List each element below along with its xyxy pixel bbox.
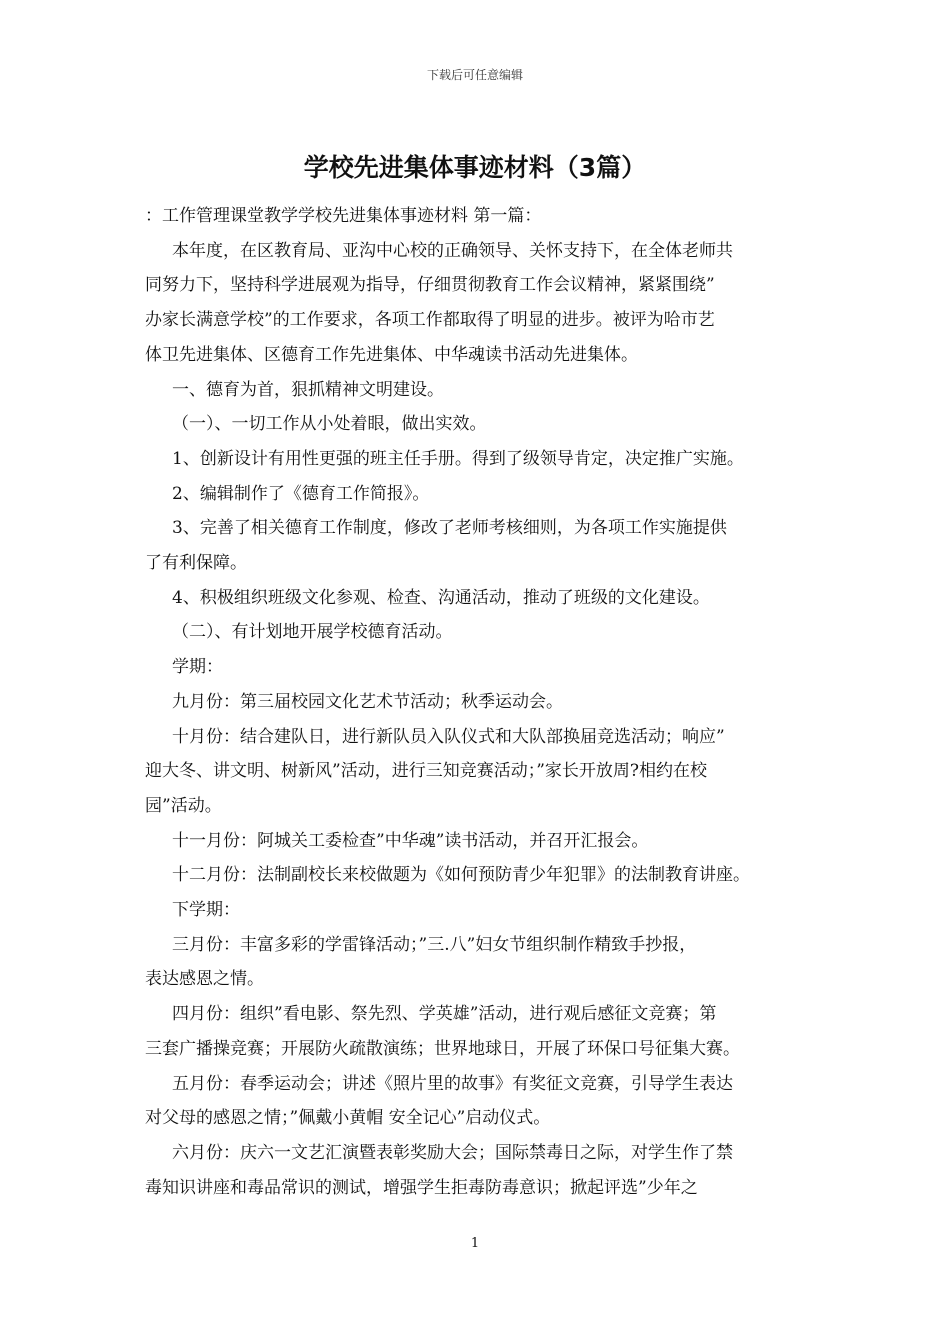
body-line: 办家长满意学校”的工作要求，各项工作都取得了明显的进步。被评为哈市艺 [145,310,715,331]
body-line: 迎大冬、讲文明、树新风”活动，进行三知竞赛活动；”家长开放周?相约在校 [145,761,707,782]
body-line: 九月份：第三届校园文化艺术节活动；秋季运动会。 [172,691,563,712]
body-line: 三套广播操竞赛；开展防火疏散演练；世界地球日，开展了环保口号征集大赛。 [145,1038,740,1059]
body-line: 2、编辑制作了《德育工作简报》。 [172,483,430,504]
body-line: 本年度，在区教育局、亚沟中心校的正确领导、关怀支持下，在全体老师共 [172,240,733,261]
body-line: 三月份：丰富多彩的学雷锋活动；”三.八”妇女节组织制作精致手抄报， [172,934,697,955]
header-note: 下载后可任意编辑 [426,68,523,82]
body-line: 表达感恩之情。 [145,969,264,990]
body-line: 六月份：庆六一文艺汇演暨表彰奖励大会；国际禁毒日之际，对学生作了禁 [172,1142,733,1163]
body-line: （二）、有计划地开展学校德育活动。 [172,622,453,643]
body-line: ：工作管理课堂教学学校先进集体事迹材料 第一篇： [145,206,542,226]
body-line: 十一月份：阿城关工委检查”中华魂”读书活动，并召开汇报会。 [172,830,649,851]
body-line: 五月份：春季运动会；讲述《照片里的故事》有奖征文竞赛，引导学生表达 [172,1073,733,1094]
page-number: 1 [470,1236,480,1251]
body-line: 园”活动。 [145,795,222,816]
body-line: 学期： [172,657,223,678]
body-line: （一）、一切工作从小处着眼，做出实效。 [172,414,487,435]
document-body [145,199,810,1205]
body-line: 对父母的感恩之情；”佩戴小黄帽 安全记心”启动仪式。 [145,1108,551,1129]
body-line: 体卫先进集体、区德育工作先进集体、中华魂读书活动先进集体。 [145,344,638,365]
body-line: 了有利保障。 [145,553,247,574]
document-title: 学校先进集体事迹材料（3篇） [303,153,647,182]
body-line: 十月份：结合建队日，进行新队员入队仪式和大队部换届竞选活动；响应” [172,726,725,747]
body-line: 同努力下，坚持科学进展观为指导，仔细贯彻教育工作会议精神，紧紧围绕” [145,275,715,296]
body-line: 十二月份：法制副校长来校做题为《如何预防青少年犯罪》的法制教育讲座。 [172,865,750,886]
body-line: 四月份：组织”看电影、祭先烈、学英雄”活动，进行观后感征文竞赛；第 [172,1004,717,1025]
body-line: 毒知识讲座和毒品常识的测试，增强学生拒毒防毒意识；掀起评选”少年之 [145,1177,698,1198]
body-line: 1、创新设计有用性更强的班主任手册。得到了级领导肯定，决定推广实施。 [172,448,744,469]
body-line: 一、德育为首，狠抓精神文明建设。 [172,379,444,400]
body-line: 4、积极组织班级文化参观、检查、沟通活动，推动了班级的文化建设。 [172,587,710,608]
body-line: 下学期： [172,900,240,921]
body-line: 3、完善了相关德育工作制度，修改了老师考核细则，为各项工作实施提供 [172,518,727,539]
